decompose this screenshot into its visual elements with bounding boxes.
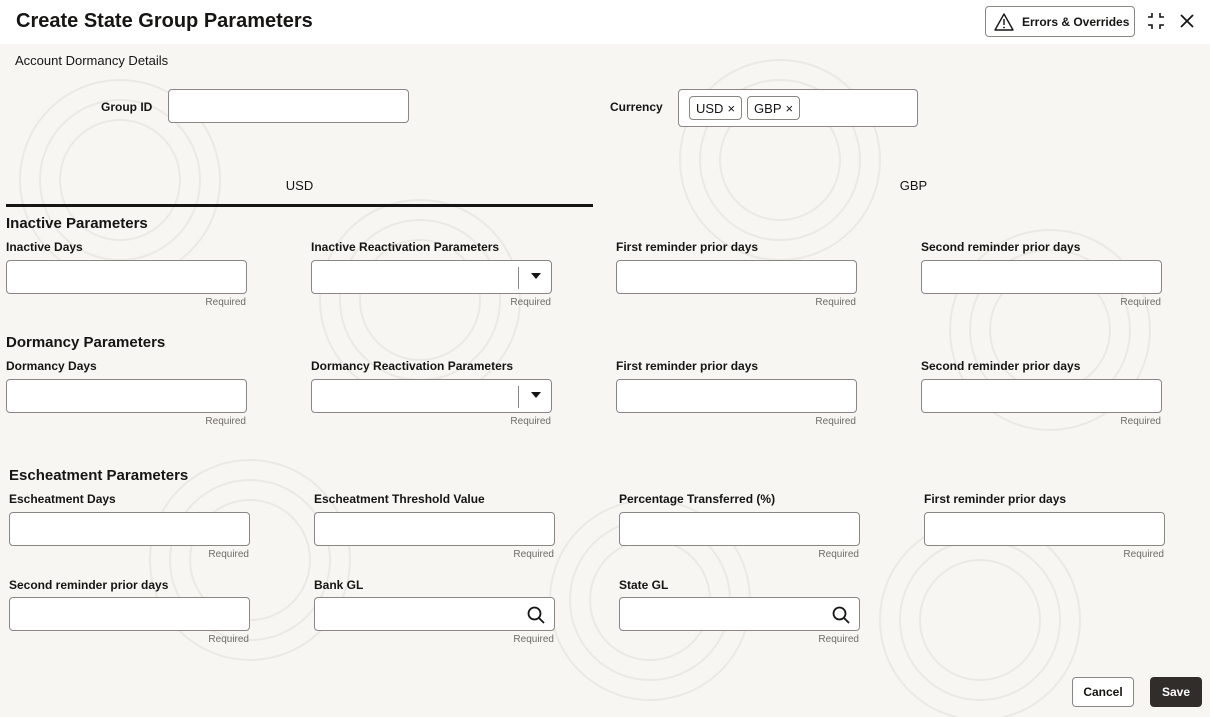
- section-title: Account Dormancy Details: [15, 53, 169, 68]
- page-title: Create State Group Parameters: [16, 10, 313, 32]
- percentage-transferred-label: Percentage Transferred (%): [619, 492, 776, 506]
- inactive-reactivation-label: Inactive Reactivation Parameters: [311, 240, 500, 254]
- required-hint: Required: [510, 297, 551, 308]
- state-gl-label: State GL: [619, 578, 669, 592]
- save-button[interactable]: Save: [1150, 677, 1202, 707]
- bank-gl-lookup[interactable]: [314, 597, 555, 631]
- required-hint: Required: [510, 416, 551, 427]
- required-hint: Required: [818, 549, 859, 560]
- required-hint: Required: [513, 634, 554, 645]
- state-gl-lookup[interactable]: [619, 597, 860, 631]
- required-hint: Required: [815, 416, 856, 427]
- select-divider: [518, 386, 519, 408]
- escheatment-threshold-label: Escheatment Threshold Value: [314, 492, 485, 506]
- required-hint: Required: [208, 549, 249, 560]
- errors-overrides-button[interactable]: [985, 6, 1135, 37]
- errors-overrides-label: Errors & Overrides: [1022, 14, 1130, 29]
- close-icon[interactable]: [1176, 10, 1198, 32]
- dormancy-days-input[interactable]: [6, 379, 247, 413]
- escheatment-days-label: Escheatment Days: [9, 492, 116, 506]
- dormancy-first-reminder-label: First reminder prior days: [616, 359, 759, 373]
- escheatment-second-reminder-input[interactable]: [9, 597, 250, 631]
- dormancy-reactivation-label: Dormancy Reactivation Parameters: [311, 359, 514, 373]
- bank-gl-label: Bank GL: [314, 578, 364, 592]
- required-hint: Required: [1120, 416, 1161, 427]
- required-hint: Required: [208, 634, 249, 645]
- required-hint: Required: [1123, 549, 1164, 560]
- currency-multiselect[interactable]: [678, 89, 918, 127]
- tab-gbp[interactable]: GBP: [899, 178, 928, 193]
- escheatment-days-input[interactable]: [9, 512, 250, 546]
- escheatment-first-reminder-input[interactable]: [924, 512, 1165, 546]
- group-id-input[interactable]: [168, 89, 409, 123]
- dormancy-parameters-title: Dormancy Parameters: [6, 334, 166, 351]
- dormancy-days-label: Dormancy Days: [6, 359, 97, 373]
- currency-chip-usd: [689, 96, 742, 120]
- group-id-label: Group ID: [101, 100, 153, 114]
- inactive-second-reminder-label: Second reminder prior days: [921, 240, 1081, 254]
- inactive-second-reminder-input[interactable]: [921, 260, 1162, 294]
- remove-chip-icon[interactable]: ×: [785, 100, 794, 116]
- required-hint: Required: [815, 297, 856, 308]
- tab-usd[interactable]: USD: [285, 178, 314, 193]
- inactive-first-reminder-label: First reminder prior days: [616, 240, 759, 254]
- search-icon[interactable]: [526, 605, 546, 625]
- chevron-down-icon: [531, 392, 541, 398]
- cancel-button[interactable]: Cancel: [1072, 677, 1134, 707]
- required-hint: Required: [1120, 297, 1161, 308]
- dialog-header: [0, 0, 1210, 44]
- dormancy-reactivation-select[interactable]: [311, 379, 552, 413]
- chip-label: GBP: [754, 100, 782, 116]
- select-divider: [518, 267, 519, 289]
- escheatment-second-reminder-label: Second reminder prior days: [9, 578, 169, 592]
- escheatment-first-reminder-label: First reminder prior days: [924, 492, 1067, 506]
- escheatment-parameters-title: Escheatment Parameters: [9, 467, 189, 484]
- escheatment-threshold-input[interactable]: [314, 512, 555, 546]
- required-hint: Required: [205, 297, 246, 308]
- dormancy-first-reminder-input[interactable]: [616, 379, 857, 413]
- inactive-parameters-title: Inactive Parameters: [6, 215, 148, 232]
- currency-label: Currency: [610, 100, 663, 114]
- warning-icon: [994, 13, 1014, 31]
- required-hint: Required: [818, 634, 859, 645]
- inactive-days-input[interactable]: [6, 260, 247, 294]
- inactive-days-label: Inactive Days: [6, 240, 83, 254]
- search-icon[interactable]: [831, 605, 851, 625]
- dormancy-second-reminder-input[interactable]: [921, 379, 1162, 413]
- inactive-first-reminder-input[interactable]: [616, 260, 857, 294]
- required-hint: Required: [205, 416, 246, 427]
- chip-label: USD: [696, 100, 724, 116]
- minimize-icon[interactable]: [1145, 10, 1167, 32]
- active-tab-indicator: [6, 204, 593, 207]
- chevron-down-icon: [531, 273, 541, 279]
- dormancy-second-reminder-label: Second reminder prior days: [921, 359, 1081, 373]
- percentage-transferred-input[interactable]: [619, 512, 860, 546]
- remove-chip-icon[interactable]: ×: [727, 100, 736, 116]
- currency-chip-gbp: [747, 96, 800, 120]
- inactive-reactivation-select[interactable]: [311, 260, 552, 294]
- required-hint: Required: [513, 549, 554, 560]
